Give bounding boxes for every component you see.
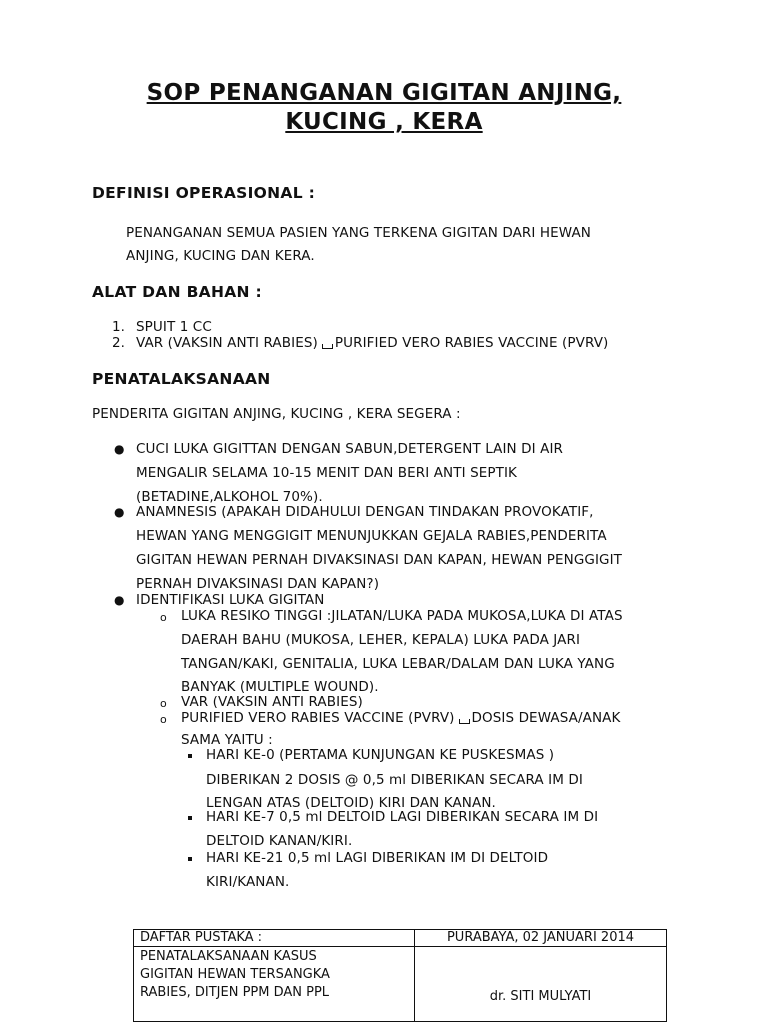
circle-bullet-icon: o bbox=[160, 611, 167, 624]
tab-mark-icon bbox=[322, 344, 333, 349]
definisi-heading: DEFINISI OPERASIONAL : bbox=[92, 184, 316, 202]
reference-line: RABIES, DITJEN PPM DAN PPL bbox=[140, 985, 330, 1000]
square-bullet-icon bbox=[188, 816, 192, 820]
bullet-3: IDENTIFIKASI LUKA GIGITAN bbox=[136, 592, 325, 608]
dose-1-line-1: HARI KE-0 (PERTAMA KUNJUNGAN KE PUSKESMAS ) bbox=[206, 747, 555, 763]
sub-1-line-2: DAERAH BAHU (MUKOSA, LEHER, KEPALA) LUKA PADA JARI bbox=[181, 632, 581, 648]
alat-item-2-part-a: VAR (VAKSIN ANTI RABIES) bbox=[136, 335, 318, 351]
sub-3-line-1 bbox=[181, 710, 620, 726]
square-bullet-icon bbox=[188, 754, 192, 758]
bullet-2-line-2: HEWAN YANG MENGGIGIT MENUNJUKKAN GEJALA RABIES,PENDERITA bbox=[136, 528, 607, 544]
bullet-2-line-1: ANAMNESIS (APAKAH DIDAHULUI DENGAN TINDAKAN PROVOKATIF, bbox=[136, 504, 594, 520]
dose-1-line-3: LENGAN ATAS (DELTOID) KIRI DAN KANAN. bbox=[206, 795, 496, 811]
dose-2-line-2: DELTOID KANAN/KIRI. bbox=[206, 833, 353, 849]
square-bullet-icon bbox=[188, 857, 192, 861]
definisi-text-line-2: ANJING, KUCING DAN KERA. bbox=[126, 248, 315, 264]
alat-item-2-part-b: PURIFIED VERO RABIES VACCINE (PVRV) bbox=[334, 335, 609, 351]
date-header: PURABAYA, 02 JANUARI 2014 bbox=[415, 930, 667, 947]
dose-3-line-2: KIRI/KANAN. bbox=[206, 874, 290, 890]
reference-line: PENATALAKSANAAN KASUS bbox=[140, 949, 317, 964]
reference-cell bbox=[134, 947, 415, 1022]
sub-3-part-b: DOSIS DEWASA/ANAK bbox=[471, 710, 621, 726]
bullet-1-line-2: MENGALIR SELAMA 10-15 MENIT DAN BERI ANTI SEPTIK bbox=[136, 465, 517, 481]
circle-bullet-icon: o bbox=[160, 713, 167, 726]
sub-3-line-2: SAMA YAITU : bbox=[181, 732, 273, 748]
reference-line: GIGITAN HEWAN TERSANGKA bbox=[140, 967, 330, 982]
daftar-pustaka-header: DAFTAR PUSTAKA : bbox=[134, 930, 415, 947]
footer-table bbox=[133, 929, 667, 1022]
sub-1-line-4: BANYAK (MULTIPLE WOUND). bbox=[181, 679, 379, 695]
signature-cell bbox=[415, 947, 667, 1022]
alat-heading: ALAT DAN BAHAN : bbox=[92, 283, 263, 301]
bullet-1-line-1: CUCI LUKA GIGITTAN DENGAN SABUN,DETERGENT LAIN DI AIR bbox=[136, 441, 564, 457]
page-title-line-1: SOP PENANGANAN GIGITAN ANJING, bbox=[146, 80, 622, 106]
bullet-2-line-3: GIGITAN HEWAN PERNAH DIVAKSINASI DAN KAPAN, HEWAN PENGGIGIT bbox=[136, 552, 623, 568]
circle-bullet-icon: o bbox=[160, 697, 167, 710]
sub-2: VAR (VAKSIN ANTI RABIES) bbox=[181, 694, 363, 710]
penatalaksanaan-heading: PENATALAKSANAAN bbox=[92, 370, 271, 388]
bullet-icon: ● bbox=[114, 593, 125, 607]
dose-3-line-1: HARI KE-21 0,5 ml LAGI DIBERIKAN IM DI DELTOID bbox=[206, 850, 549, 866]
sub-3-part-a: PURIFIED VERO RABIES VACCINE (PVRV) bbox=[181, 710, 455, 726]
sub-1-line-1: LUKA RESIKO TINGGI :JILATAN/LUKA PADA MUKOSA,LUKA DI ATAS bbox=[181, 608, 623, 624]
sub-1-line-3: TANGAN/KAKI, GENITALIA, LUKA LEBAR/DALAM DAN LUKA YANG bbox=[181, 656, 615, 672]
list-number: 1. bbox=[112, 319, 125, 335]
dose-2-line-1: HARI KE-7 0,5 ml DELTOID LAGI DIBERIKAN SECARA IM DI bbox=[206, 809, 599, 825]
bullet-icon: ● bbox=[114, 442, 125, 456]
bullet-1-line-3: (BETADINE,ALKOHOL 70%). bbox=[136, 489, 323, 505]
alat-item-2 bbox=[136, 335, 608, 351]
penatalaksanaan-intro: PENDERITA GIGITAN ANJING, KUCING , KERA SEGERA : bbox=[92, 406, 461, 422]
alat-item-1: SPUIT 1 CC bbox=[136, 319, 212, 335]
dose-1-line-2: DIBERIKAN 2 DOSIS @ 0,5 ml DIBERIKAN SECARA IM DI bbox=[206, 772, 583, 788]
list-number: 2. bbox=[112, 335, 125, 351]
page-title-line-2: KUCING , KERA bbox=[285, 109, 483, 135]
bullet-icon: ● bbox=[114, 505, 125, 519]
bullet-2-line-4: PERNAH DIVAKSINASI DAN KAPAN?) bbox=[136, 576, 380, 592]
definisi-text-line-1: PENANGANAN SEMUA PASIEN YANG TERKENA GIGITAN DARI HEWAN bbox=[126, 225, 591, 241]
tab-mark-icon bbox=[459, 719, 470, 724]
signature-name: dr. SITI MULYATI bbox=[489, 989, 592, 1004]
